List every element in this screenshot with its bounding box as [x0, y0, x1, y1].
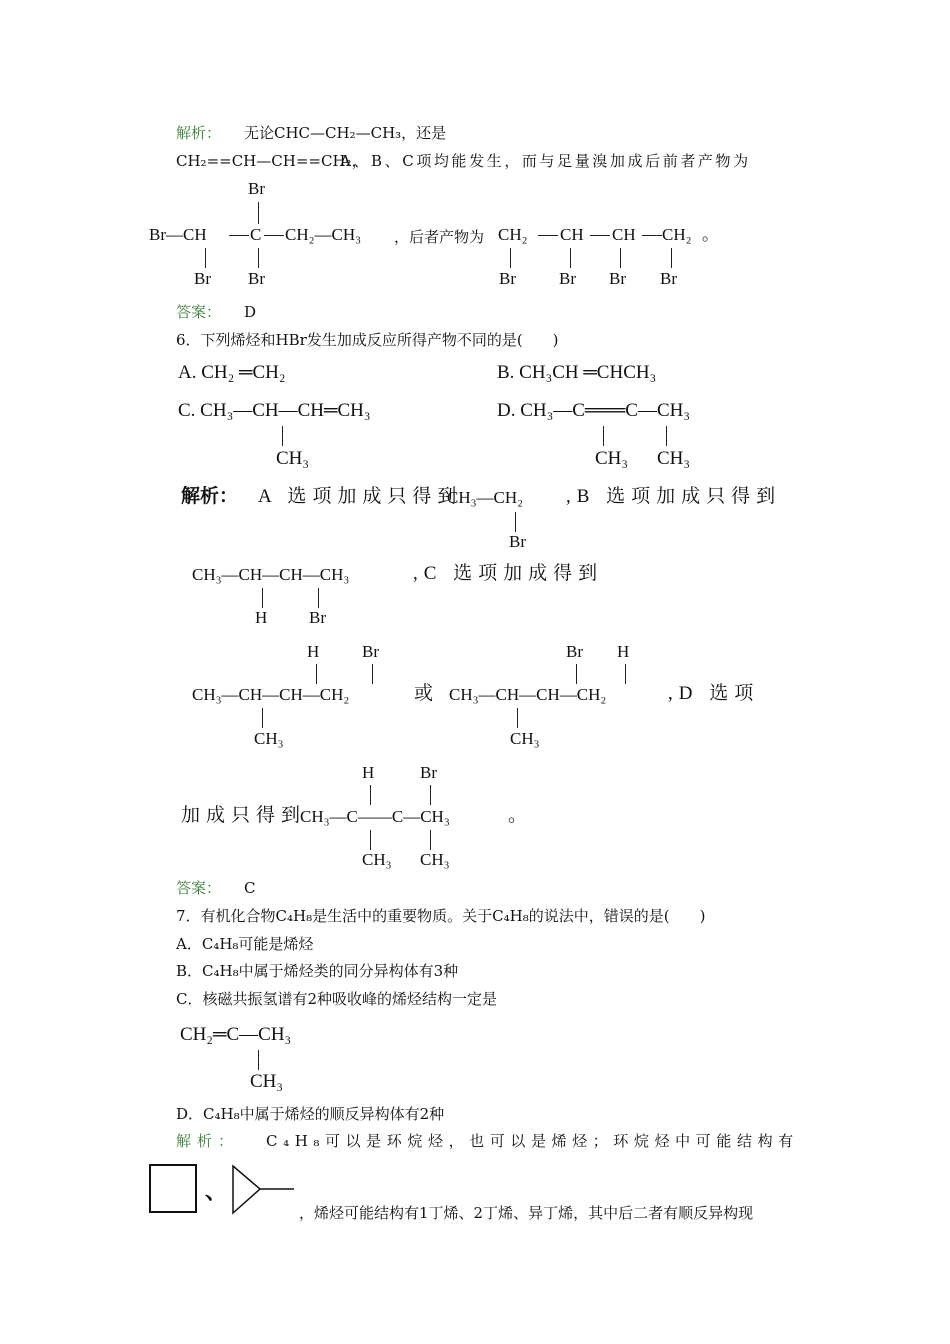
- q6-jiexi-d-formula: CH₃—C——C—CH₃: [300, 807, 450, 826]
- q6-jiexi-d-br: Br: [420, 763, 437, 782]
- q6-stem: 6．下列烯烃和HBr发生加成反应所得产物不同的是( ): [176, 331, 559, 349]
- q6-option-c: C. CH₃—CH—CH═CH₃: [178, 400, 371, 421]
- q6-answer-label: 答案：: [176, 879, 222, 897]
- q5-line2-text: A、B、C项均能发生，而与足量溴加成后前者产物为: [340, 152, 751, 170]
- q6-jiexi-c1-formula: CH₃—CH—CH—CH₂: [192, 685, 350, 704]
- q6-jiexi-c1-br: Br: [362, 642, 379, 661]
- q6-option-b: B. CH₃CH ═CHCH₃: [497, 362, 657, 383]
- q6-answer: C: [244, 879, 256, 897]
- q6-jiexi-c: ,C 选项加成得到: [413, 563, 604, 584]
- q6-option-d-sub2: CH₃: [657, 448, 691, 469]
- q5-answer: D: [244, 303, 257, 321]
- q6-jiexi-label: 解析：: [181, 486, 239, 507]
- q7-option-b: B．C₄H₈中属于烯烃类的同分异构体有3种: [176, 962, 459, 980]
- cyclobutane-structure: [149, 1164, 197, 1213]
- q7-option-d: D．C₄H₈中属于烯烃的顺反异构体有2种: [176, 1105, 445, 1123]
- q6-jiexi-c-or: 或: [414, 683, 434, 704]
- q6-jiexi-d-ch3b: CH₃: [420, 850, 450, 869]
- q6-jiexi-d-h: H: [362, 763, 375, 782]
- q5-jiexi-label: 解析：: [176, 124, 222, 142]
- q6-jiexi-a: A 选项加成只得到: [258, 486, 463, 507]
- q7-stem: 7．有机化合物C₄H₈是生活中的重要物质。关于C₄H₈的说法中，错误的是( ): [176, 907, 706, 925]
- q6-jiexi-d: ,D 选项: [668, 683, 760, 704]
- q6-jiexi-b-br: Br: [309, 608, 326, 627]
- q5-mid-text: ，后者产物为: [394, 228, 485, 246]
- q6-jiexi-b-h: H: [255, 608, 268, 627]
- q6-jiexi-d2: 加成只得到: [181, 805, 307, 826]
- q7-separator: 、: [205, 1179, 228, 1205]
- q6-option-d-sub1: CH₃: [595, 448, 629, 469]
- q6-jiexi-a-formula: CH₃—CH₂: [447, 488, 524, 507]
- q6-jiexi-c2-formula: CH₃—CH—CH—CH₂: [449, 685, 607, 704]
- q6-jiexi-c2-ch3: CH₃: [510, 729, 540, 748]
- q7-jiexi-line1: C₄H₈可以是环烷烃，也可以是烯烃；环烷烃中可能结构有: [266, 1132, 799, 1150]
- q6-jiexi-a-br: Br: [509, 532, 526, 551]
- q6-option-d: D. CH₃—C═══C—CH₃: [497, 400, 690, 421]
- q6-jiexi-d-ch3a: CH₃: [362, 850, 392, 869]
- q6-jiexi-c1-ch3: CH₃: [254, 729, 284, 748]
- q6-jiexi-c2-h: H: [617, 642, 630, 661]
- q5-answer-label: 答案：: [176, 303, 222, 321]
- q6-jiexi-b: ,B 选项加成只得到: [566, 486, 782, 507]
- q6-jiexi-b-formula: CH₃—CH—CH—CH₃: [192, 565, 350, 584]
- q6-jiexi-d-end: 。: [508, 805, 528, 826]
- q5-line2-formula: CH₂==CH—CH==CH₂，: [176, 152, 367, 170]
- q6-option-c-sub: CH₃: [276, 448, 310, 469]
- q7-option-c-formula: CH₂═C—CH₃: [180, 1024, 292, 1045]
- q7-option-c-sub: CH₃: [250, 1071, 284, 1092]
- q6-jiexi-c2-br: Br: [566, 642, 583, 661]
- methylcyclopropane-structure: [230, 1164, 296, 1216]
- q7-option-c: C．核磁共振氢谱有2种吸收峰的烯烃结构一定是: [176, 990, 498, 1008]
- q5-line1: 无论CHC—CH₂—CH₃，还是: [244, 124, 447, 142]
- q6-option-a: A. CH₂ ═CH₂: [178, 362, 286, 383]
- q7-option-a: A．C₄H₈可能是烯烃: [176, 935, 314, 953]
- q6-jiexi-c1-h: H: [307, 642, 320, 661]
- q7-jiexi-line2: ，烯烃可能结构有1丁烯、2丁烯、异丁烯，其中后二者有顺反异构现: [299, 1204, 754, 1222]
- q7-jiexi-label: 解析：: [176, 1132, 240, 1150]
